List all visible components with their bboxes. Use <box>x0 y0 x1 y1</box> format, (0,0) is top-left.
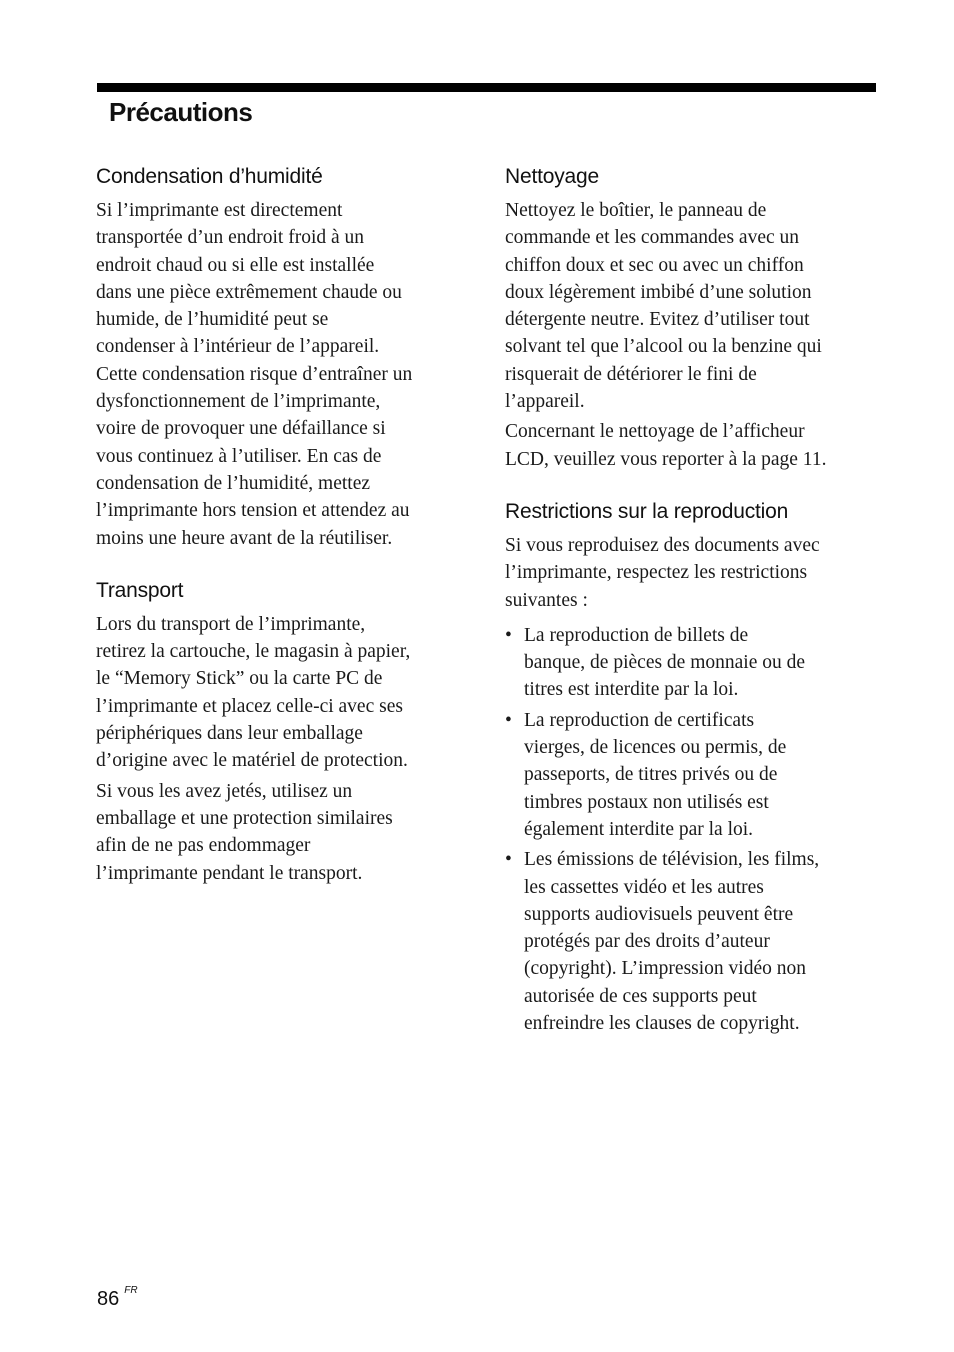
text-line: endroit chaud ou si elle est installée <box>96 254 375 276</box>
text-line: Si l’imprimante est directement <box>96 200 343 221</box>
text-line: périphériques dans leur emballage <box>96 723 363 745</box>
text-line: retirez la cartouche, le magasin à papier, <box>96 641 411 663</box>
text-line: Si vous les avez jetés, utilisez un <box>96 780 353 802</box>
bullet-icon: • <box>505 624 512 646</box>
text-line: La reproduction de certificats <box>524 709 755 731</box>
text-line: afin de ne pas endommager <box>96 835 311 857</box>
bullet-icon: • <box>505 849 512 871</box>
bullet-icon: • <box>505 709 512 731</box>
text-line: autorisée de ces supports peut <box>524 985 757 1007</box>
text-line: risquerait de détériorer le fini de <box>505 363 757 385</box>
paragraph-restrictions-intro <box>505 532 883 614</box>
paragraph-transport-1 <box>96 611 474 775</box>
text-line: titres est interdite par la loi. <box>524 679 739 701</box>
restrictions-list <box>505 622 883 1037</box>
text-line: (copyright). L’impression vidéo non <box>524 958 806 980</box>
list-item-text <box>524 710 786 840</box>
text-line: dysfonctionnement de l’imprimante, <box>96 391 381 413</box>
section-heading-condensation: Condensation d’humidité <box>96 165 323 188</box>
text-line: timbres postaux non utilisés est <box>524 791 769 813</box>
text-line: Nettoyez le boîtier, le panneau de <box>505 200 767 221</box>
section-transport <box>96 574 474 887</box>
page-footer <box>97 1276 138 1314</box>
paragraph-nettoyage-1 <box>505 197 883 415</box>
text-line: Les émissions de télévision, les films, <box>524 849 820 871</box>
paragraph-condensation <box>96 197 474 552</box>
text-line: commande et les commandes avec un <box>505 227 800 249</box>
text-line: détergente neutre. Evitez d’utiliser tout <box>505 309 810 331</box>
text-line: banque, de pièces de monnaie ou de <box>524 652 806 674</box>
page-title: Précautions <box>109 97 253 127</box>
text-line: l’appareil. <box>505 391 585 413</box>
top-rule <box>97 83 876 92</box>
text-line: suivantes : <box>505 589 588 611</box>
text-line: l’imprimante pendant le transport. <box>96 862 363 884</box>
text-line: condensation de l’humidité, mettez <box>96 472 370 494</box>
text-line: humide, de l’humidité peut se <box>96 309 329 331</box>
text-line: vierges, de licences ou permis, de <box>524 737 787 759</box>
list-item <box>505 846 883 1037</box>
list-item <box>505 622 883 704</box>
list-item-text <box>524 625 805 701</box>
text-line: Cette condensation risque d’entraîner un <box>96 363 413 385</box>
text-line: dans une pièce extrêmement chaude ou <box>96 281 402 303</box>
text-line: solvant tel que l’alcool ou la benzine qui <box>505 336 822 358</box>
language-code: FR <box>124 1285 138 1296</box>
paragraph-transport-2 <box>96 778 474 887</box>
text-line: transportée d’un endroit froid à un <box>96 227 365 249</box>
text-line: supports audiovisuels peuvent être <box>524 903 794 925</box>
text-line: Si vous reproduisez des documents avec <box>505 534 820 556</box>
list-item <box>505 707 883 843</box>
text-line: moins une heure avant de la réutiliser. <box>96 527 393 549</box>
text-line: également interdite par la loi. <box>524 818 754 840</box>
page-number: 86 <box>97 1288 120 1310</box>
text-line: emballage et une protection similaires <box>96 807 393 829</box>
text-line: voire de provoquer une défaillance si <box>96 418 386 440</box>
text-line: LCD, veuillez vous reporter à la page 11. <box>505 448 827 470</box>
text-line: l’imprimante et placez celle-ci avec ses <box>96 695 403 717</box>
list-item-text <box>524 849 819 1034</box>
section-heading-nettoyage: Nettoyage <box>505 165 599 188</box>
text-line: passeports, de titres privés ou de <box>524 764 778 786</box>
text-line: l’imprimante hors tension et attendez au <box>96 500 410 522</box>
section-heading-transport: Transport <box>96 578 184 602</box>
text-line: Lors du transport de l’imprimante, <box>96 613 366 635</box>
text-line: condenser à l’intérieur de l’appareil. <box>96 336 380 358</box>
text-line: enfreindre les clauses de copyright. <box>524 1013 800 1035</box>
left-column <box>96 160 474 887</box>
section-restrictions <box>505 495 883 1037</box>
text-line: l’imprimante, respectez les restrictions <box>505 562 808 584</box>
right-column <box>505 160 883 1040</box>
text-line: protégés par des droits d’auteur <box>524 931 770 953</box>
text-line: Concernant le nettoyage de l’afficheur <box>505 421 805 443</box>
text-line: les cassettes vidéo et les autres <box>524 876 764 898</box>
section-heading-restrictions: Restrictions sur la reproduction <box>505 499 789 523</box>
text-line: vous continuez à l’utiliser. En cas de <box>96 445 382 467</box>
text-line: le “Memory Stick” ou la carte PC de <box>96 668 383 690</box>
section-condensation <box>96 160 474 552</box>
text-line: d’origine avec le matériel de protection. <box>96 750 408 772</box>
text-line: doux légèrement imbibé d’une solution <box>505 281 812 303</box>
text-line: La reproduction de billets de <box>524 624 749 646</box>
text-line: chiffon doux et sec ou avec un chiffon <box>505 254 804 276</box>
paragraph-nettoyage-2 <box>505 418 883 473</box>
section-nettoyage <box>505 160 883 473</box>
